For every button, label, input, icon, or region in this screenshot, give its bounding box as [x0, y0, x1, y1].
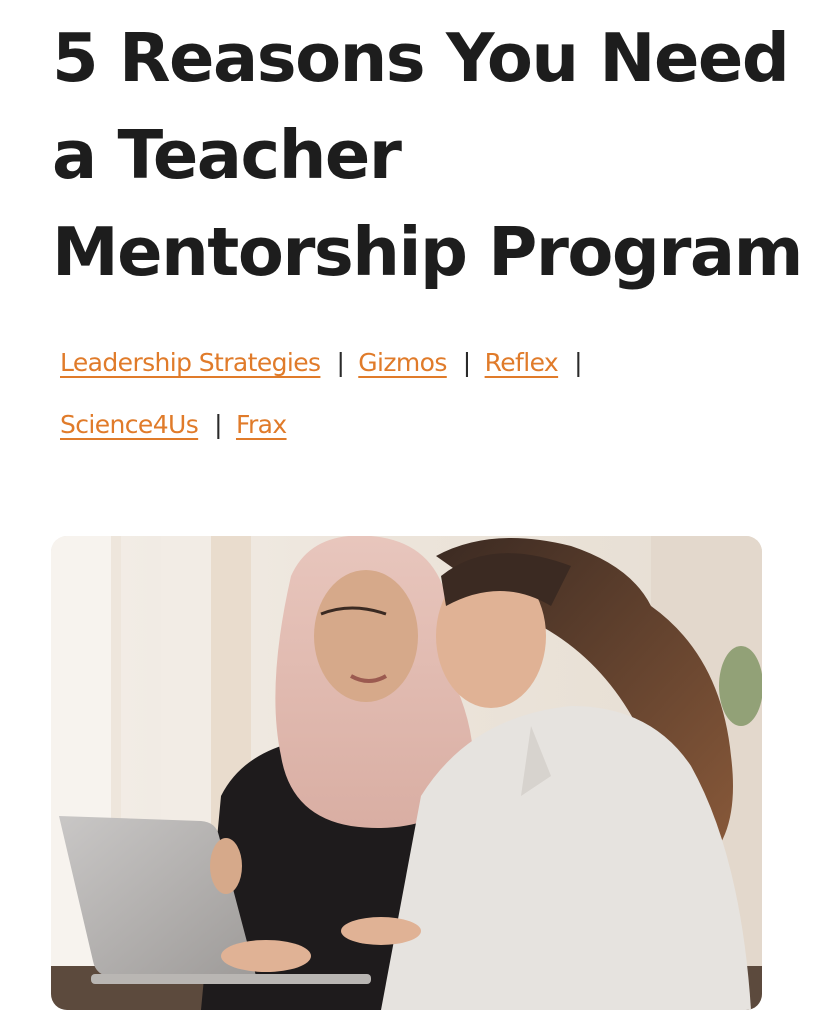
tag-row-2: [60, 394, 760, 456]
hero-image: [51, 536, 762, 1010]
tag-science4us[interactable]: Science4Us: [60, 410, 199, 439]
tag-gizmos[interactable]: Gizmos: [358, 348, 447, 377]
title-line-1: 5 Reasons You Need: [52, 19, 789, 97]
tag-leadership-strategies[interactable]: Leadership Strategies: [60, 348, 321, 377]
category-tags: [60, 332, 760, 456]
title-line-3: Mentorship Program: [52, 213, 802, 291]
hero-illustration: [51, 536, 762, 1010]
tag-separator: |: [462, 348, 471, 377]
tag-separator: |: [214, 410, 222, 439]
tag-row-1: [60, 332, 760, 394]
tag-separator: |: [574, 348, 582, 377]
tag-frax[interactable]: Frax: [235, 410, 287, 439]
page-title: [52, 10, 802, 301]
tag-reflex[interactable]: Reflex: [484, 348, 559, 377]
title-line-2: a Teacher: [52, 116, 401, 194]
tag-separator: |: [336, 348, 345, 377]
